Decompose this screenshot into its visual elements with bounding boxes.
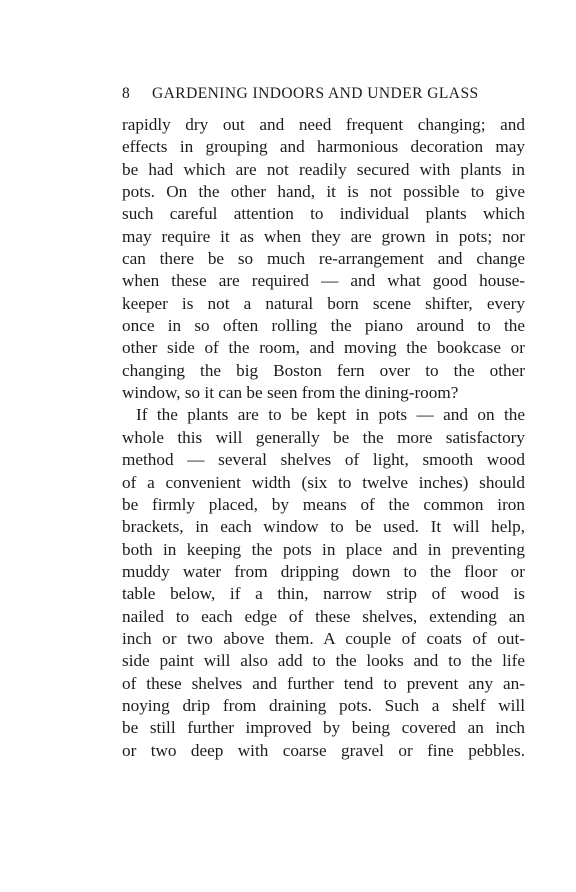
- text-line: be still further improved by being covered an inch: [122, 718, 525, 738]
- text-line: be firmly placed, by means of the common iron: [122, 494, 525, 514]
- text-line: once in so often rolling the piano around to the: [122, 316, 525, 336]
- text-line: whole this will generally be the more satisfactory: [122, 427, 525, 447]
- text-line: pots. On the other hand, it is not possible to give: [122, 182, 525, 202]
- text-line: effects in grouping and harmonious decoration may: [122, 137, 525, 157]
- text-line: If the plants are to be kept in pots — and on the: [136, 405, 525, 425]
- text-line: side paint will also add to the looks and to the life: [122, 651, 525, 671]
- text-line: of these shelves and further tend to prevent any an-: [122, 673, 525, 693]
- text-line: be had which are not readily secured with plants in: [122, 159, 525, 179]
- running-header: [122, 85, 494, 107]
- text-line: other side of the room, and moving the bookcase or: [122, 338, 525, 358]
- text-line: keeper is not a natural born scene shifter, every: [122, 293, 525, 313]
- text-line: when these are required — and what good house-: [122, 271, 525, 291]
- text-line: window, so it can be seen from the dining-room?: [122, 383, 459, 403]
- running-title: GARDENING INDOORS AND UNDER GLASS: [152, 85, 479, 102]
- text-line: or two deep with coarse gravel or fine pebbles.: [122, 740, 525, 760]
- text-line: may require it as when they are grown in pots; nor: [122, 226, 525, 246]
- text-line: rapidly dry out and need frequent changing; and: [122, 115, 525, 134]
- text-line: noying drip from draining pots. Such a shelf will: [122, 695, 525, 715]
- text-line: such careful attention to individual plants which: [122, 204, 525, 224]
- text-line: nailed to each edge of these shelves, extending an: [122, 606, 525, 626]
- body-text: [122, 114, 525, 762]
- text-line: both in keeping the pots in place and in preventing: [122, 539, 525, 559]
- text-line: brackets, in each window to be used. It will help,: [122, 517, 525, 537]
- text-line: inch or two above them. A couple of coats of out-: [122, 628, 525, 648]
- text-line: table below, if a thin, narrow strip of wood is: [122, 584, 525, 604]
- text-line: changing the big Boston fern over to the other: [122, 360, 525, 380]
- text-line: can there be so much re-arrangement and change: [122, 249, 525, 269]
- text-line: muddy water from dripping down to the floor or: [122, 561, 525, 581]
- text-line: method — several shelves of light, smooth wood: [122, 450, 525, 470]
- page-number: 8: [122, 85, 131, 102]
- text-line: of a convenient width (six to twelve inches) should: [122, 472, 525, 492]
